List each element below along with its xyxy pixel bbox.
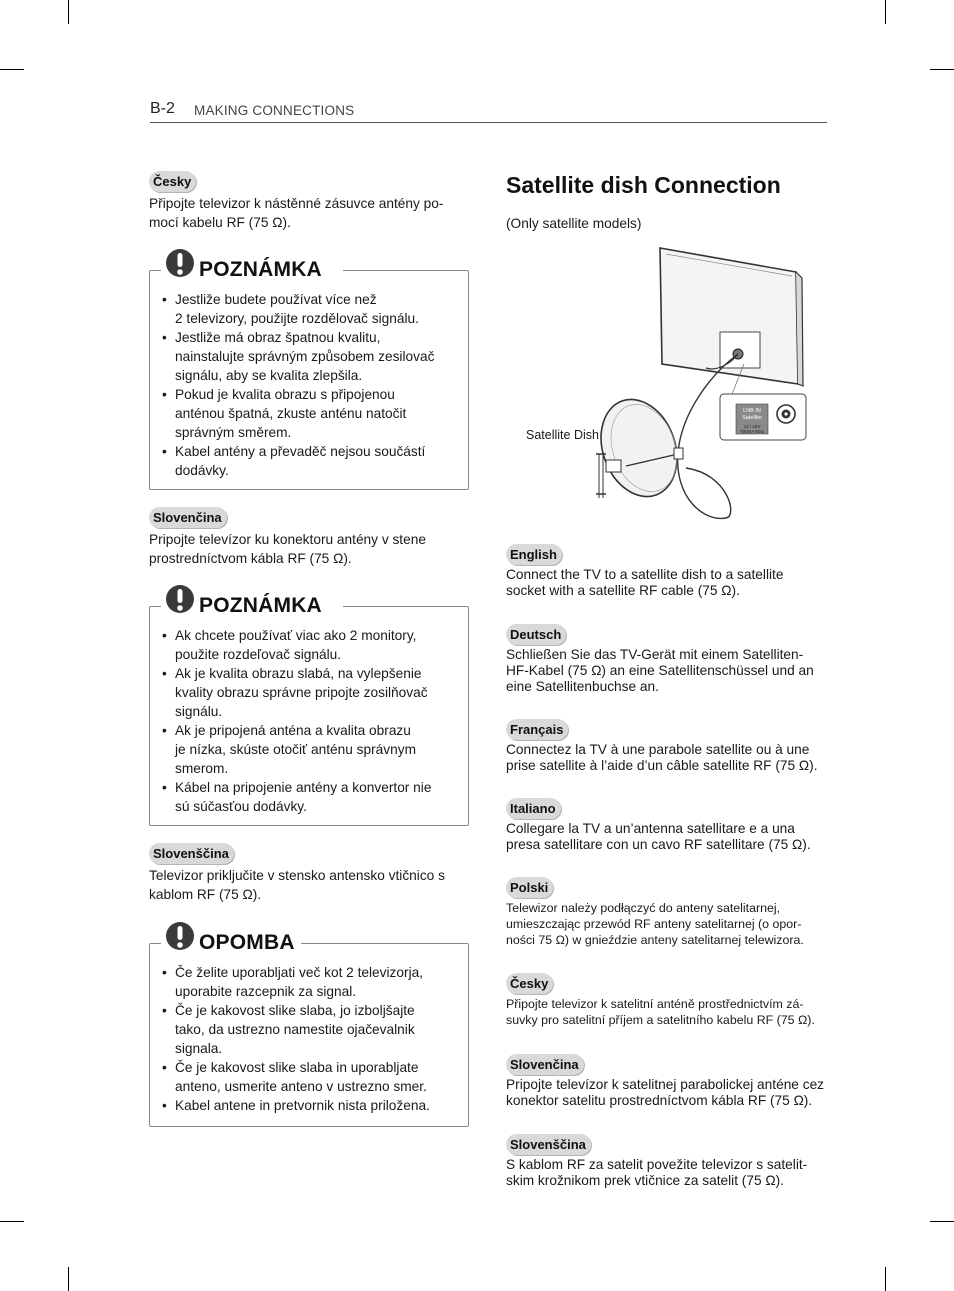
language-label: Slovenščina	[506, 1134, 591, 1155]
language-label: English	[506, 544, 562, 565]
lang-block-english	[506, 544, 836, 599]
note-item: • Kabel antene in pretvornik nista priložena.	[162, 1096, 455, 1115]
note-box-czech	[149, 248, 469, 490]
note-item: • Ak je pripojená anténa a kvalita obrazu je nízka, skúste otočiť anténu správnym smerom.	[162, 721, 455, 778]
page-number: B-2	[150, 100, 175, 117]
instruction-text: Televizor priključite v stensko antensko vtičnico s kablom RF (75 Ω).	[149, 868, 445, 902]
crop-mark	[885, 0, 886, 24]
language-label: Deutsch	[506, 624, 566, 645]
port-spec: 700mA Max	[740, 429, 764, 434]
note-item: • Kábel na pripojenie antény a konvertor nie sú súčasťou dodávky.	[162, 778, 455, 816]
section-heading: Satellite dish Connection	[506, 172, 781, 198]
language-label: Polski	[506, 877, 553, 898]
note-item: • Jestliže budete používat více než 2 televizory, použijte rozdělovač signálu.	[162, 290, 455, 328]
instruction-text: Collegare la TV a un’antenna satellitare e a una presa satellitare con un cavo RF satellitare (75 Ω).	[506, 821, 811, 852]
note-header	[161, 584, 343, 620]
note-box-slovak	[149, 584, 469, 826]
crop-mark	[0, 69, 24, 70]
instruction-text: Připojte televizor k nástěnné zásuvce antény po- mocí kabelu RF (75 Ω).	[149, 196, 444, 230]
dish-label: Satellite Dish	[526, 428, 599, 442]
instruction-text: S kablom RF za satelit povežite televizor s satelit- skim krožnikom prek vtičnice za satelit (75 Ω).	[506, 1157, 808, 1188]
exclamation-icon	[165, 248, 195, 280]
lang-block-slovenian	[149, 843, 469, 904]
instruction-text: Pripojte televízor k satelitnej parabolickej anténe cez konektor satelitu prostredníctvom kábla RF (75 Ω).	[506, 1077, 825, 1108]
note-item: • Če je kakovost slike slaba, jo izboljšajte tako, da ustrezno namestite ojačevalnik signala.	[162, 1001, 455, 1058]
note-list	[162, 963, 455, 1115]
port-label: Satellite	[742, 415, 762, 421]
satellite-dish-illustration	[588, 389, 690, 508]
language-label: Slovenščina	[149, 843, 234, 864]
lang-block-slovak	[149, 507, 469, 568]
lang-block-french	[506, 719, 836, 774]
lang-block-slovak-satellite	[506, 1054, 836, 1109]
note-item: • Če želite uporabljati več kot 2 televizorja, uporabite razcepnik za signal.	[162, 963, 455, 1001]
instruction-text: Připojte televizor k satelitní anténě prostřednictvím zá- suvky pro satelitní příjem a satelitního kabelu RF (75 Ω).	[506, 997, 815, 1027]
language-label: Česky	[506, 973, 553, 994]
port-label: LNB IN	[743, 408, 761, 414]
lang-block-czech	[149, 171, 469, 232]
language-label: Slovenčina	[149, 507, 227, 528]
lang-block-polish	[506, 877, 836, 948]
lang-block-czech-satellite	[506, 973, 836, 1028]
instruction-text: Schließen Sie das TV-Gerät mit einem Satelliten- HF-Kabel (75 Ω) an eine Satellitenschüssel und an eine Satellitenbuchse an.	[506, 647, 814, 694]
page-header	[150, 100, 827, 123]
crop-mark	[68, 0, 69, 24]
instruction-text: Telewizor należy podłączyć do anteny satelitarnej, umieszczając przewód RF anteny satelitarnej (o opor- ności 75 Ω) w gnieździe anteny satelitarnej telewizora.	[506, 901, 804, 947]
note-item: • Jestliže má obraz špatnou kvalitu, nainstalujte správným způsobem zesilovač signálu, aby se kvalita zlepšila.	[162, 328, 455, 385]
note-title: OPOMBA	[199, 931, 295, 954]
crop-mark	[68, 1267, 69, 1291]
note-item: • Če je kakovost slike slaba in uporabljate anteno, usmerite anteno v ustrezno smer.	[162, 1058, 455, 1096]
language-label: Slovenčina	[506, 1054, 584, 1075]
exclamation-icon	[165, 584, 195, 616]
satellite-connection-diagram	[506, 236, 826, 528]
note-header	[161, 248, 343, 284]
instruction-text: Pripojte televízor ku konektoru antény v stene prostredníctvom kábla RF (75 Ω).	[149, 532, 426, 566]
lang-block-italian	[506, 798, 836, 853]
instruction-text: Connectez la TV à une parabole satellite ou à une prise satellite à l’aide d’un câble satellite RF (75 Ω).	[506, 742, 818, 773]
language-label: Italiano	[506, 798, 561, 819]
note-item: • Kabel antény a převaděč nejsou součástí dodávky.	[162, 442, 455, 480]
crop-mark	[930, 69, 954, 70]
lang-block-german	[506, 624, 836, 695]
port-spec: 13 / 18V	[743, 424, 761, 429]
note-title: POZNÁMKA	[199, 594, 322, 617]
crop-mark	[930, 1221, 954, 1222]
note-item: • Pokud je kvalita obrazu s připojenou anténou špatná, zkuste anténu natočit správným směrem.	[162, 385, 455, 442]
note-item: • Ak chcete používať viac ako 2 monitory, použite rozdeľovač signálu.	[162, 626, 455, 664]
note-box-slovenian	[149, 921, 469, 1127]
exclamation-icon	[165, 921, 195, 953]
note-item: • Ak je kvalita obrazu slabá, na vylepšenie kvality obrazu správne pripojte zosilňovač signálu.	[162, 664, 455, 721]
instruction-text: Connect the TV to a satellite dish to a satellite socket with a satellite RF cable (75 Ω).	[506, 567, 784, 598]
note-list	[162, 626, 455, 816]
crop-mark	[885, 1267, 886, 1291]
crop-mark	[0, 1221, 24, 1222]
note-title: POZNÁMKA	[199, 258, 322, 281]
section-title: MAKING CONNECTIONS	[194, 103, 355, 118]
lang-block-slovenian-satellite	[506, 1134, 836, 1189]
note-list	[162, 290, 455, 480]
note-header	[161, 921, 301, 957]
language-label: Česky	[149, 171, 196, 192]
section-subtitle: (Only satellite models)	[506, 216, 642, 231]
tv-back-illustration	[660, 248, 803, 386]
language-label: Français	[506, 719, 568, 740]
